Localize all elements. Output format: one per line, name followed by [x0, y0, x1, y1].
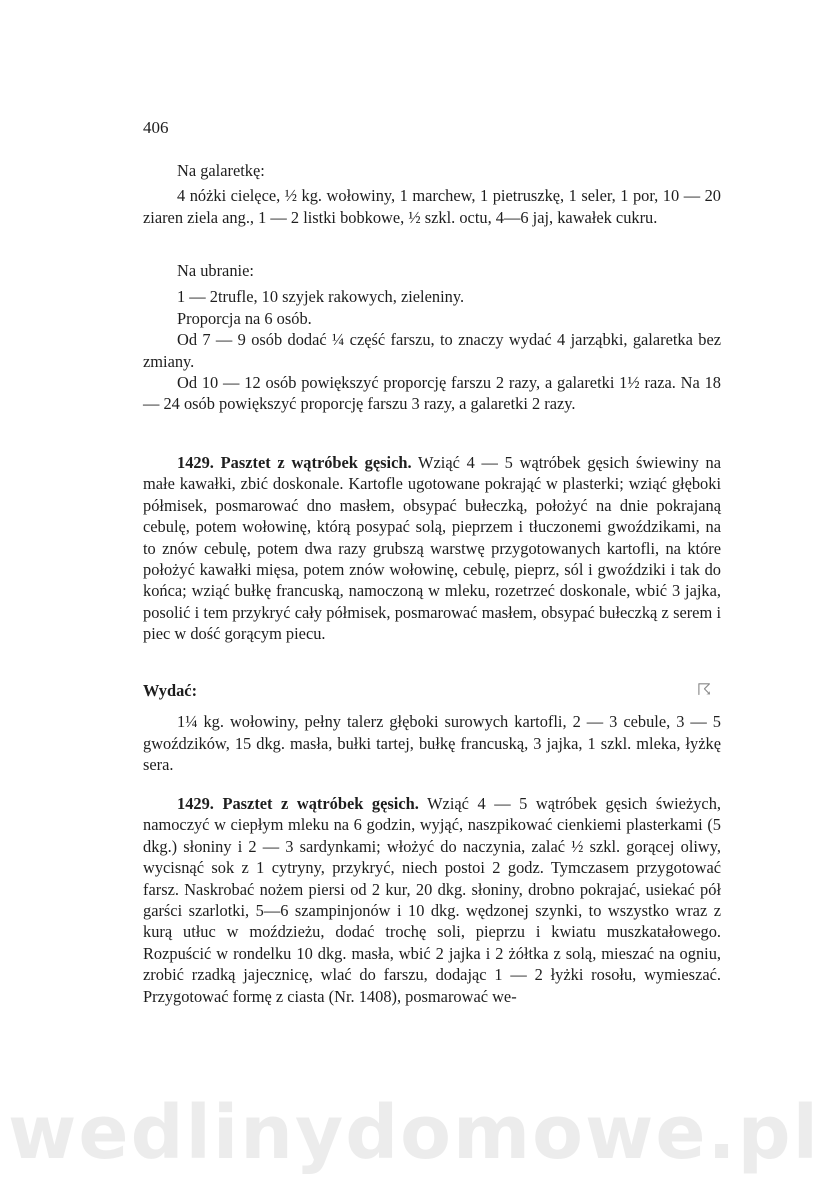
- galaretka-ingredients: 4 nóżki cielęce, ½ kg. wołowiny, 1 marchew, 1 pietruszkę, 1 seler, 1 por, 10 — 20 ziaren ziela ang., 1 — 2 listki bobkowe, ½ szkl. octu, 4—6 jaj, kawałek cukru.: [143, 186, 721, 227]
- wydac-heading: Wydać:: [143, 681, 198, 700]
- recipe-1-text: Wziąć 4 — 5 wątróbek gęsich świewiny na małe kawałki, zbić doskonale. Kartofle ugotowane pokrająć w plasterki; wziąć głęboki półmisek, posmarować dno masłem, obsypać bułeczką, położyć na dnie pokrajaną cebulę, potem wołowinę, którą posypać solą, pieprzem i tłuczonemi gwoździkami, na to znów cebulę, potem dwa razy grubszą warstwę przygotowanych kartofli, na które położyć kawałki mięsa, potem znów wołowinę, cebulę, pieprz, sól i gwoździki i tak do końca; wziąć bułkę francuską, namoczoną w mleku, rozetrzeć doskonale, wbić 3 jajka, posolić i tem przykryć cały półmisek, posmarować masłem, obsypać bułeczką z serem i piec w dość gorącym piecu.: [143, 453, 721, 644]
- scaling-note-1: Od 7 — 9 osób dodać ¼ część farszu, to znaczy wydać 4 jarząbki, galaretka bez zmiany.: [143, 330, 721, 371]
- recipe-2: [143, 793, 721, 1007]
- scaling-note-2: Od 10 — 12 osób powiększyć proporcję farszu 2 razy, a galaretki 1½ raza. Na 18 — 24 osób powiększyć proporcję farszu 3 razy, a galaretki 2 razy.: [143, 373, 721, 414]
- recipe-2-number: 1429.: [177, 794, 214, 813]
- ubranie-heading: Na ubranie:: [177, 261, 254, 280]
- recipe-1-number: 1429.: [177, 453, 214, 472]
- ubranie-section: [143, 260, 721, 415]
- wydac-section: [143, 680, 721, 776]
- recipe-1: [143, 452, 721, 645]
- margin-mark: ☈: [697, 682, 712, 699]
- wydac-ingredients: 1¼ kg. wołowiny, pełny talerz głęboki surowych kartofli, 2 — 3 cebule, 3 — 5 gwoździków, 15 dkg. masła, bułki tartej, bułkę francuską, 3 jajka, 1 szkl. mleka, łyżkę sera.: [143, 712, 721, 775]
- recipe-2-title: Pasztet z wątróbek gęsich.: [222, 794, 419, 813]
- galaretka-section: [143, 160, 721, 228]
- page-number: 406: [143, 118, 169, 137]
- recipe-1-title: Pasztet z wątróbek gęsich.: [220, 453, 412, 472]
- ubranie-ingredients: 1 — 2trufle, 10 szyjek rakowych, zieleniny.: [177, 287, 465, 307]
- galaretka-heading: Na galaretkę:: [177, 161, 265, 180]
- recipe-1-paragraph: [143, 452, 721, 645]
- recipe-2-text: Wziąć 4 — 5 wątróbek gęsich świeżych, namoczyć w ciepłym mleku na 6 godzin, wyjąć, naszpikować cienkiemi plasterkami (5 dkg.) słoniny i 2 — 3 sardynkami; włożyć do naczynia, zalać ½ szkl. gorącej oliwy, wycisnąć sok z 1 cytryny, przykryć, niech postoi 2 godz. Tymczasem przygotować farsz. Naskrobać nożem piersi od 2 kur, 20 dkg. słoniny, drobno pokrajać, usiekać pół garści szarlotki, 5—6 szampinjonów i 10 dkg. wędzonej szynki, to wszystko wraz z kurą utłuc w moździeżu, dodać trochę soli, pieprzu i kwiatu muszkatałowego. Rozpuścić w rondelku 10 dkg. masła, wbić 2 jajka i 2 żółtka z solą, mieszać na ogniu, zrobić rzadką jajecznicę, wlać do farszu, dodając 1 — 2 łyżki rosołu, wymieszać. Przygotować formę z ciasta (Nr. 1408), posmarować we-: [143, 794, 721, 1006]
- watermark: wedlinydomowe.pl: [8, 1090, 820, 1176]
- proportion-note: Proporcja na 6 osób.: [177, 308, 312, 328]
- recipe-2-paragraph: [143, 793, 721, 1007]
